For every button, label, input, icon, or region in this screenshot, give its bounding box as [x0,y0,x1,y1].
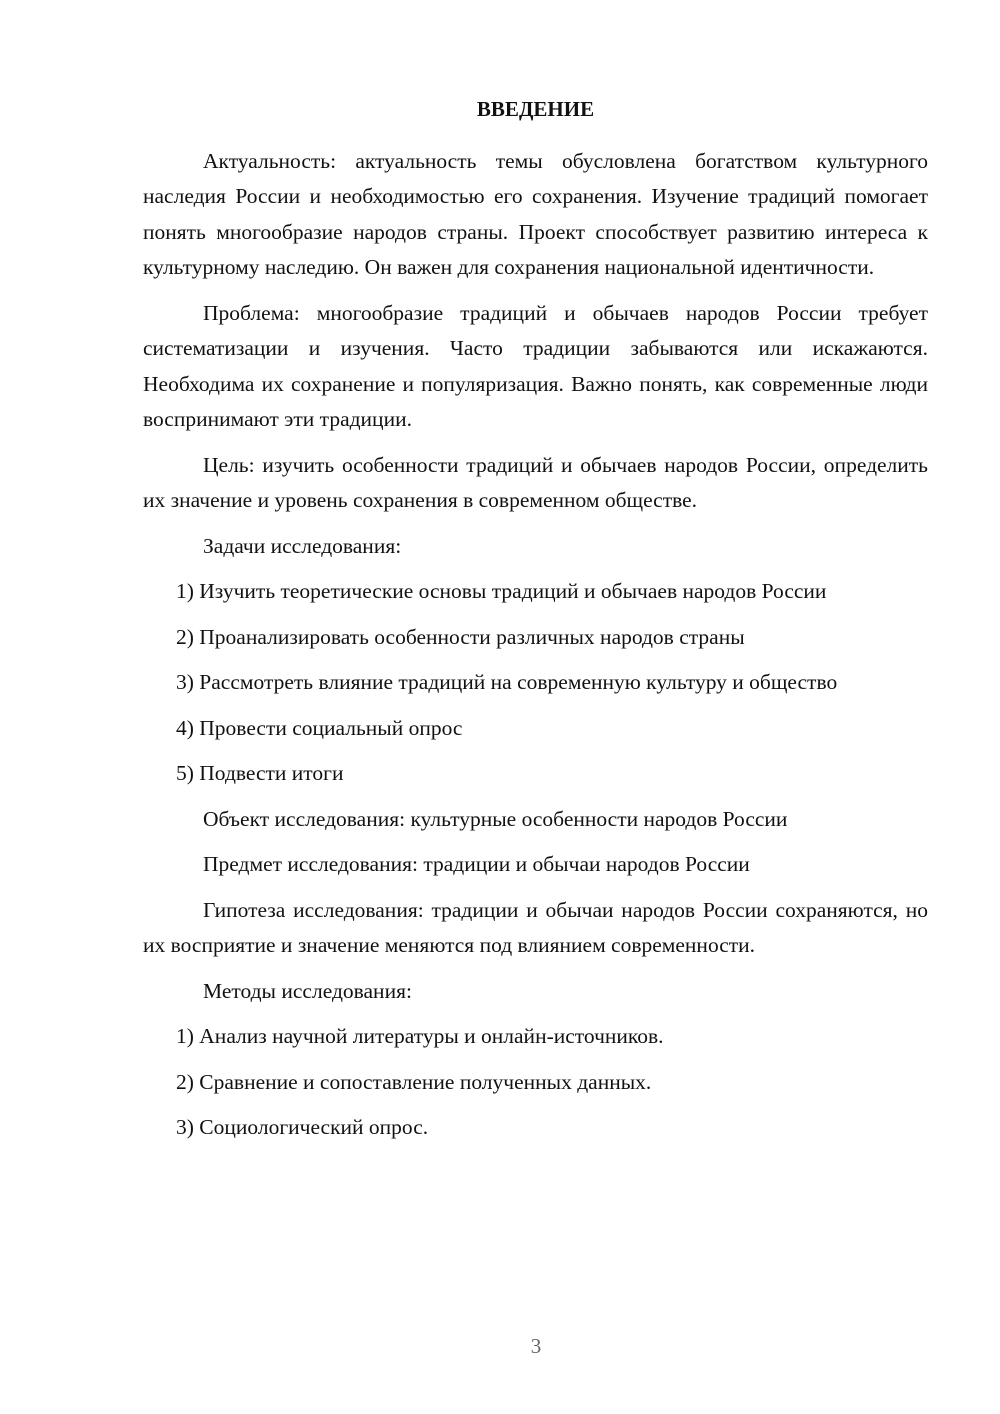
task-item-5: 5) Подвести итоги [176,761,344,785]
page-title: ВВЕДЕНИЕ [476,97,595,121]
methods-heading: Методы исследования: [203,978,412,1003]
hypothesis-paragraph: Гипотеза исследования: традиции и обычаи народов России сохраняются, но их восприятие и значение меняются под влиянием современности. [143,897,928,957]
goal-paragraph: Цель: изучить особенности традиций и обычаев народов России, определить их значение и уровень сохранения в современном обществе. [143,452,928,512]
method-item-3: 3) Социологический опрос. [176,1115,429,1139]
page-number: 3 [530,1334,542,1358]
research-subject: Предмет исследования: традиции и обычаи народов России [203,852,750,876]
tasks-heading: Задачи исследования: [203,533,402,558]
method-item-1: 1) Анализ научной литературы и онлайн-источников. [176,1024,664,1048]
research-object: Объект исследования: культурные особенности народов России [203,806,788,831]
task-item-2: 2) Проанализировать особенности различных народов страны [176,624,745,649]
document-page [143,92,928,1156]
task-item-4: 4) Провести социальный опрос [176,715,463,740]
relevance-paragraph: Актуальность: актуальность темы обусловлена богатством культурного наследия России и необходимостью его сохранения. Изучение традиций помогает понять многообразие народов страны. Проект способствует развитию интереса к культурному наследию. Он важен для сохранения национальной идентичности. [143,148,928,279]
task-item-3: 3) Рассмотреть влияние традиций на современную культуру и общество [176,670,838,694]
problem-paragraph: Проблема: многообразие традиций и обычаев народов России требует систематизации и изучения. Часто традиции забываются или искажаются. Необходима их сохранение и популяризация. Важно понять, как современные люди воспринимают эти традиции. [143,300,928,431]
method-item-2: 2) Сравнение и сопоставление полученных данных. [176,1069,652,1094]
task-item-1: 1) Изучить теоретические основы традиций и обычаев народов России [176,579,827,603]
